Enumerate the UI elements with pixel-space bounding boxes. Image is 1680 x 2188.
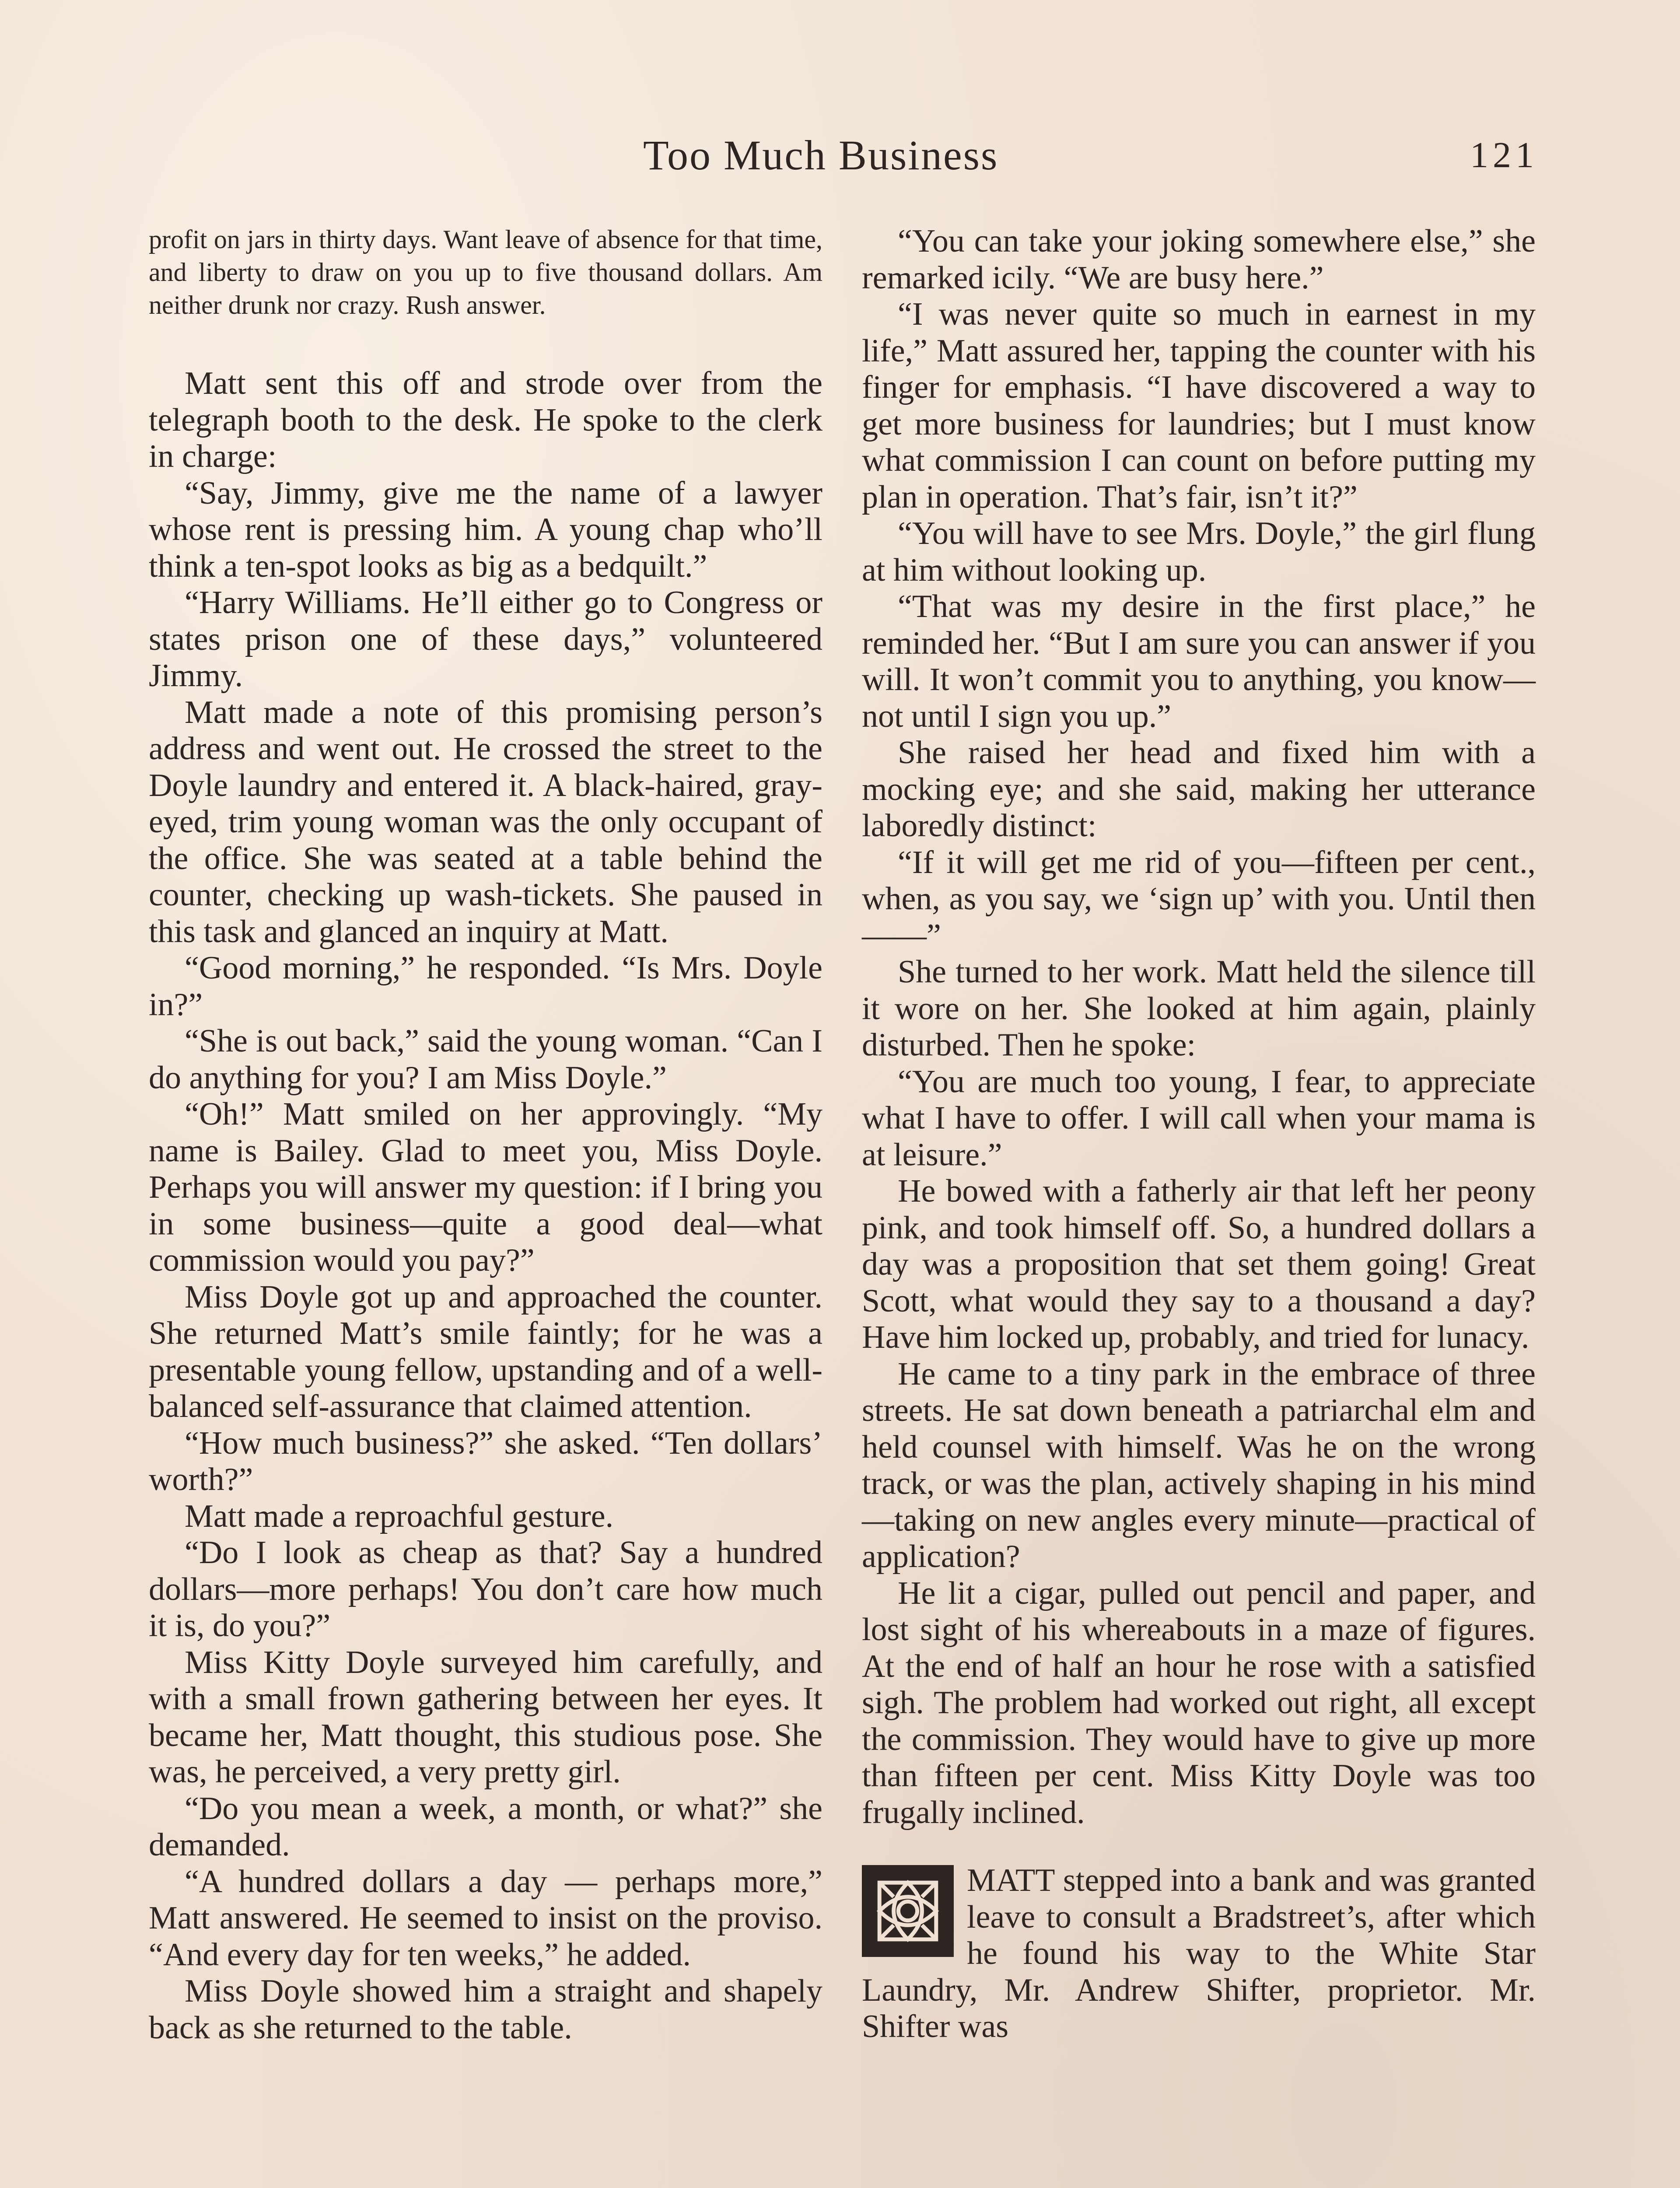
section-break bbox=[862, 1862, 1536, 2045]
running-title: Too Much Business bbox=[643, 132, 999, 179]
paragraph: “If it will get me rid of you—fifteen per cent., when, as you say, we ‘sign up’ with you. Until then——” bbox=[862, 844, 1536, 954]
paragraph: Matt sent this off and strode over from the telegraph booth to the desk. He spoke to the clerk in charge: bbox=[149, 365, 822, 474]
paragraph: “You are much too young, I fear, to appreciate what I have to offer. I will call when your mama is at leisure.” bbox=[862, 1063, 1536, 1173]
telegram-text: profit on jars in thirty days. Want leave of absence for that time, and liberty to draw on you up to five thousand dollars. Am neither drunk nor crazy. Rush answer. bbox=[149, 225, 822, 319]
paragraph: “Harry Williams. He’ll either go to Congress or states prison one of these days,” volunteered Jimmy. bbox=[149, 585, 822, 694]
paragraph: “How much business?” she asked. “Ten dollars’ worth?” bbox=[149, 1425, 822, 1497]
paragraph: “Do I look as cheap as that? Say a hundred dollars—more perhaps! You don’t care how much it is, do you?” bbox=[149, 1535, 822, 1644]
paragraph: He lit a cigar, pulled out pencil and paper, and lost sight of his whereabouts in a maze of figures. At the end of half an hour he rose with a satisfied sigh. The problem had worked out right, all except the commission. They would have to give up more than fifteen per cent. Miss Kitty Doyle was too frugally inclined. bbox=[862, 1575, 1536, 1830]
paragraph: “She is out back,” said the young woman. “Can I do anything for you? I am Miss Doyle.” bbox=[149, 1023, 822, 1096]
paragraph: Miss Doyle got up and approached the counter. She returned Matt’s smile faintly; for he was a presentable young fellow, upstanding and of a well-balanced self-assurance that claimed attention. bbox=[149, 1279, 822, 1424]
paragraph: Matt made a reproachful gesture. bbox=[185, 1498, 614, 1534]
paragraph: He came to a tiny park in the embrace of three streets. He sat down beneath a patriarchal elm and held counsel with himself. Was he on the wrong track, or was the plan, actively shaping in his mind—taking on new angles every minute—practical of application? bbox=[862, 1356, 1536, 1574]
paragraph: Miss Doyle showed him a straight and shapely back as she returned to the table. bbox=[149, 1973, 822, 2046]
celtic-knot-ornament-icon bbox=[862, 1865, 954, 1957]
paragraph: Miss Kitty Doyle surveyed him carefully, and with a small frown gathering between her eyes. It became her, Matt thought, this studious pose. She was, he perceived, a very pretty girl. bbox=[149, 1644, 822, 1790]
paragraph: “Oh!” Matt smiled on her approvingly. “My name is Bailey. Glad to meet you, Miss Doyle. Perhaps you will answer my question: if I bring you in some business—quite a good deal—what commission would you pay?” bbox=[149, 1096, 822, 1278]
paragraph: “Say, Jimmy, give me the name of a lawyer whose rent is pressing him. A young chap who’ll think a ten-spot looks as big as a bedquilt.” bbox=[149, 475, 822, 584]
paragraph: “Do you mean a week, a month, or what?” she demanded. bbox=[149, 1790, 822, 1863]
page-number: 121 bbox=[1470, 135, 1538, 175]
left-column bbox=[149, 223, 822, 2046]
paragraph: “Good morning,” he responded. “Is Mrs. Doyle in?” bbox=[149, 950, 822, 1023]
paragraph: “You will have to see Mrs. Doyle,” the girl flung at him without looking up. bbox=[862, 515, 1536, 588]
paragraph: She raised her head and fixed him with a mocking eye; and she said, making her utterance laboredly distinct: bbox=[862, 735, 1536, 844]
paragraph: “You can take your joking somewhere else,” she remarked icily. “We are busy here.” bbox=[862, 223, 1536, 296]
paragraph: “That was my desire in the first place,” he reminded her. “But I am sure you can answer if you will. It won’t commit you to anything, you know—not until I sign you up.” bbox=[862, 589, 1536, 734]
paragraph: Matt made a note of this promising person’s address and went out. He crossed the street to the Doyle laundry and entered it. A black-haired, gray-eyed, trim young woman was the only occupant of the office. She was seated at a table behind the counter, checking up wash-tickets. She paused in this task and glanced an inquiry at Matt. bbox=[149, 694, 822, 950]
right-column bbox=[862, 223, 1536, 2045]
paragraph: “A hundred dollars a day — perhaps more,” Matt answered. He seemed to insist on the proviso. “And every day for ten weeks,” he added. bbox=[149, 1863, 822, 1973]
running-header bbox=[0, 129, 1680, 182]
paragraph: She turned to her work. Matt held the silence till it wore on her. She looked at him again, plainly disturbed. Then he spoke: bbox=[862, 954, 1536, 1063]
paragraph: “I was never quite so much in earnest in my life,” Matt assured her, tapping the counter with his finger for emphasis. “I have discovered a way to get more business for laundries; but I must know what commission I can count on before putting my plan in operation. That’s fair, isn’t it?” bbox=[862, 296, 1536, 515]
paragraph: He bowed with a fatherly air that left her peony pink, and took himself off. So, a hundred dollars a day was a proposition that set them going! Great Scott, what would they say to a thousand a day? Have him locked up, probably, and tried for lunacy. bbox=[862, 1173, 1536, 1355]
section-opening-paragraph: MATT stepped into a bank and was granted leave to consult a Bradstreet’s, after which he found his way to the White Star Laundry, Mr. Andrew Shifter, proprietor. Mr. Shifter was bbox=[862, 1862, 1536, 2044]
